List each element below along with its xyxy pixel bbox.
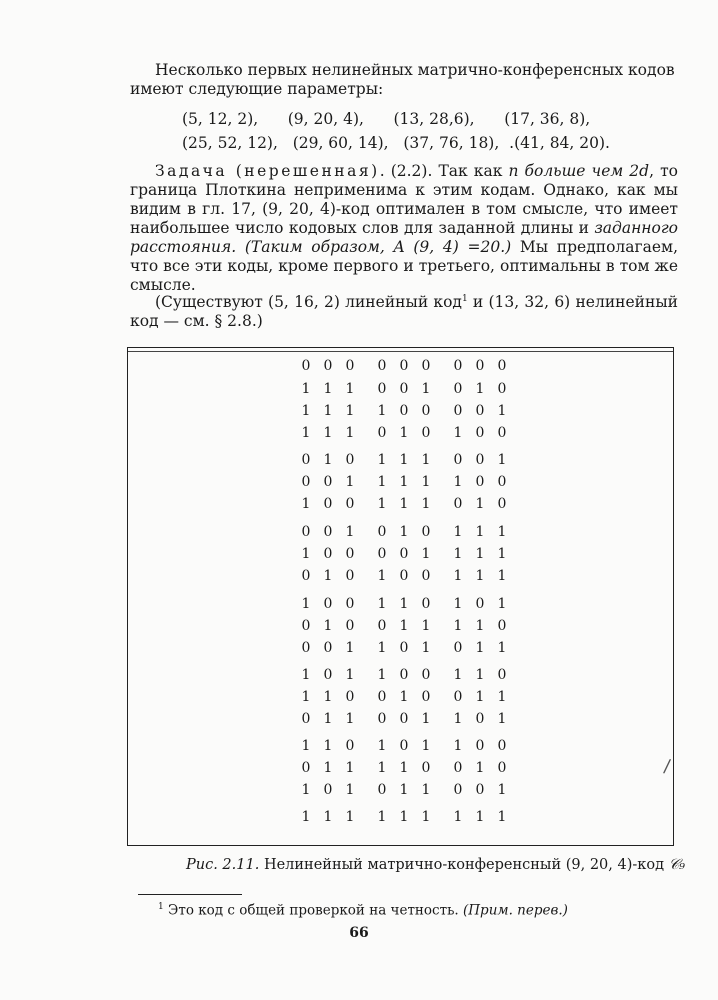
matrix-cell: 0 <box>497 474 507 490</box>
matrix-cell: 0 <box>377 782 387 798</box>
matrix-cell: 1 <box>475 524 485 540</box>
matrix-cell: 1 <box>345 809 355 825</box>
problem-A: A (9, 4) =20.) <box>393 238 512 256</box>
matrix-cell: 1 <box>345 667 355 683</box>
matrix-cell: 1 <box>377 738 387 754</box>
intro-line-2: имеют следующие параметры: <box>130 80 384 98</box>
problem-text-1: , то граница Плоткина неприменима к этим кодам. Однако, как мы видим в гл. 17, (9, 20, 4)-код оптимален в том смысле, что имеет наибольшее число кодовых слов для заданной длины и <box>130 162 678 237</box>
matrix-cell: 0 <box>497 358 507 374</box>
caption-symbol: 𝒞₉ <box>668 857 685 873</box>
matrix-cell: 0 <box>377 524 387 540</box>
matrix-cell: 1 <box>301 403 311 419</box>
matrix-cell: 0 <box>453 403 463 419</box>
footnote-number: 1 <box>158 902 164 912</box>
matrix-cell: 0 <box>323 546 333 562</box>
matrix-cell: 1 <box>421 618 431 634</box>
matrix-row <box>295 738 507 754</box>
matrix-row <box>295 568 507 584</box>
matrix-cell: 0 <box>323 782 333 798</box>
matrix-cell: 0 <box>421 667 431 683</box>
matrix-cell: 0 <box>301 452 311 468</box>
matrix-cell: 0 <box>497 667 507 683</box>
matrix-cell: 1 <box>399 452 409 468</box>
matrix-cell: 1 <box>399 782 409 798</box>
matrix-row <box>295 760 507 776</box>
matrix-cell: 0 <box>377 689 387 705</box>
matrix-cell: 1 <box>421 474 431 490</box>
matrix-cell: 0 <box>345 452 355 468</box>
matrix-cell: 0 <box>323 524 333 540</box>
matrix-cell: 0 <box>345 738 355 754</box>
figure-caption <box>186 857 685 873</box>
matrix-cell: 1 <box>497 809 507 825</box>
matrix-cell: 0 <box>475 425 485 441</box>
matrix-cell: 0 <box>453 496 463 512</box>
matrix-cell: 0 <box>421 760 431 776</box>
matrix-cell: 1 <box>475 689 485 705</box>
problem-paragraph <box>130 162 678 295</box>
matrix-cell: 1 <box>301 738 311 754</box>
matrix-cell: 0 <box>497 618 507 634</box>
matrix-cell: 0 <box>345 568 355 584</box>
problem-italic: заданного расстояния. (Таким образом, <box>130 219 678 256</box>
matrix-cell: 0 <box>453 640 463 656</box>
matrix-cell: 1 <box>345 425 355 441</box>
matrix-cell: 0 <box>475 596 485 612</box>
stray-mark: / <box>662 755 672 778</box>
matrix-cell: 0 <box>497 760 507 776</box>
matrix-cell: 0 <box>399 381 409 397</box>
matrix-cell: 1 <box>399 596 409 612</box>
param: (37, 76, 18), <box>403 134 500 152</box>
matrix-cell: 1 <box>453 738 463 754</box>
matrix-cell: 1 <box>345 403 355 419</box>
matrix-cell: 1 <box>453 711 463 727</box>
matrix-cell: 0 <box>301 474 311 490</box>
note-part-1: (Существуют (5, 16, 2) линейный код <box>155 293 462 312</box>
matrix-cell: 0 <box>377 425 387 441</box>
intro-line-1: Несколько первых нелинейных матрично-конференсных кодов <box>155 61 675 79</box>
matrix-cell: 1 <box>345 381 355 397</box>
matrix-cell: 1 <box>301 809 311 825</box>
matrix-cell: 0 <box>399 667 409 683</box>
matrix-cell: 1 <box>323 809 333 825</box>
caption-label: Рис. 2.11. <box>186 857 260 873</box>
matrix-cell: 1 <box>399 618 409 634</box>
matrix-cell: 1 <box>377 640 387 656</box>
matrix-cell: 1 <box>475 381 485 397</box>
matrix-cell: 1 <box>377 760 387 776</box>
matrix-cell: 0 <box>301 640 311 656</box>
matrix-cell: 1 <box>301 381 311 397</box>
matrix-row <box>295 496 507 512</box>
footnote-text: Это код с общей проверкой на четность. <box>163 902 464 919</box>
matrix-cell: 0 <box>345 358 355 374</box>
matrix-cell: 0 <box>421 425 431 441</box>
matrix-cell: 1 <box>323 689 333 705</box>
matrix-cell: 1 <box>323 711 333 727</box>
matrix-cell: 0 <box>345 496 355 512</box>
matrix-cell: 1 <box>345 782 355 798</box>
param: .(41, 84, 20). <box>509 134 610 152</box>
matrix-cell: 1 <box>399 809 409 825</box>
matrix-cell: 1 <box>497 452 507 468</box>
page-number: 66 <box>349 925 369 941</box>
matrix-cell: 0 <box>453 452 463 468</box>
matrix-cell: 1 <box>301 425 311 441</box>
matrix-cell: 1 <box>377 496 387 512</box>
caption-text: Нелинейный матрично-конференсный (9, 20, 4)-код <box>259 857 669 873</box>
matrix-cell: 1 <box>421 782 431 798</box>
matrix-cell: 1 <box>497 711 507 727</box>
matrix-cell: 0 <box>399 358 409 374</box>
matrix-cell: 0 <box>323 496 333 512</box>
matrix-cell: 1 <box>475 546 485 562</box>
footnote <box>158 902 568 919</box>
matrix-cell: 0 <box>421 524 431 540</box>
matrix-cell: 1 <box>323 568 333 584</box>
matrix-cell: 0 <box>475 452 485 468</box>
matrix-cell: 1 <box>453 568 463 584</box>
matrix-cell: 1 <box>377 809 387 825</box>
matrix-cell: 0 <box>453 358 463 374</box>
matrix-cell: 1 <box>399 425 409 441</box>
matrix-cell: 0 <box>377 358 387 374</box>
matrix-cell: 0 <box>399 640 409 656</box>
matrix-cell: 1 <box>323 452 333 468</box>
matrix-cell: 1 <box>497 403 507 419</box>
matrix-cell: 1 <box>475 760 485 776</box>
matrix-row <box>295 689 507 705</box>
matrix-cell: 0 <box>377 618 387 634</box>
problem-ref: . (2.2). Так как <box>379 162 509 180</box>
matrix-cell: 1 <box>301 546 311 562</box>
matrix-cell: 1 <box>453 618 463 634</box>
matrix-cell: 0 <box>497 425 507 441</box>
var-2d: 2d <box>629 162 650 180</box>
matrix-cell: 0 <box>453 760 463 776</box>
matrix-cell: 1 <box>497 546 507 562</box>
matrix-cell: 1 <box>453 667 463 683</box>
matrix-cell: 0 <box>301 358 311 374</box>
matrix-cell: 0 <box>345 546 355 562</box>
matrix-row <box>295 640 507 656</box>
problem-text-2: Мы предполагаем, что все эти коды, кроме первого и третьего, оптимальны в том же смысле. <box>130 238 679 294</box>
matrix-cell: 1 <box>399 524 409 540</box>
matrix-cell: 1 <box>399 760 409 776</box>
matrix-cell: 1 <box>301 596 311 612</box>
matrix-cell: 0 <box>421 689 431 705</box>
matrix-row <box>295 711 507 727</box>
matrix-cell: 1 <box>475 640 485 656</box>
matrix-cell: 1 <box>345 760 355 776</box>
matrix-cell: 1 <box>377 403 387 419</box>
matrix-cell: 1 <box>475 568 485 584</box>
matrix-row <box>295 809 507 825</box>
matrix-cell: 1 <box>323 381 333 397</box>
matrix-row <box>295 403 507 419</box>
matrix-cell: 1 <box>345 640 355 656</box>
matrix-cell: 0 <box>301 711 311 727</box>
matrix-cell: 1 <box>421 809 431 825</box>
matrix-row <box>295 782 507 798</box>
matrix-cell: 1 <box>377 452 387 468</box>
matrix-row <box>295 381 507 397</box>
note-paragraph <box>130 290 678 331</box>
matrix-cell: 1 <box>345 474 355 490</box>
matrix-cell: 0 <box>399 711 409 727</box>
matrix-cell: 0 <box>377 381 387 397</box>
matrix-cell: 0 <box>377 711 387 727</box>
matrix-cell: 1 <box>323 738 333 754</box>
matrix-cell: 1 <box>453 809 463 825</box>
matrix-cell: 1 <box>377 474 387 490</box>
matrix-cell: 0 <box>301 568 311 584</box>
matrix-row <box>295 474 507 490</box>
matrix-cell: 0 <box>475 711 485 727</box>
matrix-row <box>295 358 507 374</box>
matrix-cell: 0 <box>453 381 463 397</box>
matrix-cell: 0 <box>475 403 485 419</box>
problem-label: Задача (нерешенная) <box>155 162 380 180</box>
footnote-marker: 1 <box>461 294 468 304</box>
var-n: n <box>508 162 519 180</box>
matrix-cell: 1 <box>497 596 507 612</box>
matrix-cell: 1 <box>453 474 463 490</box>
matrix-cell: 0 <box>301 760 311 776</box>
matrix-cell: 1 <box>377 667 387 683</box>
matrix-cell: 1 <box>421 381 431 397</box>
matrix-cell: 0 <box>421 596 431 612</box>
matrix-cell: 1 <box>475 809 485 825</box>
intro-paragraph <box>130 61 678 99</box>
matrix-cell: 0 <box>377 546 387 562</box>
param: (9, 20, 4), <box>287 110 364 128</box>
matrix-cell: 1 <box>421 738 431 754</box>
matrix-cell: 0 <box>323 474 333 490</box>
matrix-cell: 1 <box>301 689 311 705</box>
matrix-cell: 1 <box>399 496 409 512</box>
matrix-cell: 0 <box>301 524 311 540</box>
matrix-cell: 1 <box>377 596 387 612</box>
matrix-cell: 1 <box>475 618 485 634</box>
matrix-cell: 1 <box>453 546 463 562</box>
matrix-row <box>295 452 507 468</box>
matrix-row <box>295 425 507 441</box>
matrix-cell: 0 <box>421 358 431 374</box>
matrix-cell: 1 <box>453 524 463 540</box>
matrix-cell: 1 <box>497 689 507 705</box>
matrix-row <box>295 546 507 562</box>
matrix-row <box>295 596 507 612</box>
matrix-cell: 1 <box>453 596 463 612</box>
param: (5, 12, 2), <box>182 110 259 128</box>
matrix-cell: 1 <box>421 711 431 727</box>
matrix-cell: 1 <box>497 568 507 584</box>
matrix-cell: 1 <box>421 496 431 512</box>
matrix-cell: 0 <box>345 596 355 612</box>
matrix-row <box>295 667 507 683</box>
param: (25, 52, 12), <box>182 134 278 152</box>
matrix-cell: 1 <box>301 667 311 683</box>
problem-more: больше чем <box>518 162 630 180</box>
matrix-cell: 0 <box>475 358 485 374</box>
matrix-cell: 0 <box>399 738 409 754</box>
matrix-cell: 0 <box>497 381 507 397</box>
matrix-cell: 1 <box>399 474 409 490</box>
footnote-italic: (Прим. перев.) <box>463 902 568 919</box>
matrix-cell: 0 <box>421 403 431 419</box>
matrix-cell: 1 <box>301 496 311 512</box>
param: (17, 36, 8), <box>504 110 591 128</box>
matrix-cell: 0 <box>323 596 333 612</box>
matrix-cell: 0 <box>421 568 431 584</box>
matrix-cell: 1 <box>421 640 431 656</box>
note-part-2: и (13, 32, 6) нелинейный код — см. § 2.8.) <box>130 293 678 331</box>
matrix-cell: 1 <box>475 667 485 683</box>
matrix-cell: 1 <box>453 425 463 441</box>
matrix-cell: 0 <box>497 738 507 754</box>
matrix-cell: 0 <box>345 618 355 634</box>
matrix-cell: 1 <box>497 640 507 656</box>
matrix-cell: 1 <box>345 524 355 540</box>
params-row-1 <box>182 110 590 128</box>
matrix-cell: 1 <box>497 782 507 798</box>
matrix-row <box>295 618 507 634</box>
footnote-rule <box>138 894 242 895</box>
matrix-row <box>295 524 507 540</box>
matrix-cell: 0 <box>453 689 463 705</box>
matrix-cell: 0 <box>399 403 409 419</box>
matrix-cell: 0 <box>453 782 463 798</box>
param: (29, 60, 14), <box>292 134 389 152</box>
param: (13, 28,6), <box>393 110 475 128</box>
matrix-cell: 1 <box>421 546 431 562</box>
matrix-cell: 1 <box>323 403 333 419</box>
matrix-cell: 1 <box>345 711 355 727</box>
matrix-cell: 0 <box>345 689 355 705</box>
matrix-cell: 0 <box>323 667 333 683</box>
matrix-cell: 0 <box>475 738 485 754</box>
matrix-cell: 1 <box>377 568 387 584</box>
matrix-cell: 0 <box>323 640 333 656</box>
matrix-cell: 0 <box>323 358 333 374</box>
matrix-cell: 0 <box>399 546 409 562</box>
matrix-cell: 1 <box>475 496 485 512</box>
matrix-cell: 0 <box>475 474 485 490</box>
matrix-cell: 1 <box>323 618 333 634</box>
matrix-cell: 0 <box>497 496 507 512</box>
matrix-cell: 0 <box>301 618 311 634</box>
matrix-cell: 1 <box>323 425 333 441</box>
matrix-cell: 0 <box>475 782 485 798</box>
matrix-cell: 1 <box>421 452 431 468</box>
params-row-2 <box>182 134 610 152</box>
matrix-cell: 1 <box>399 689 409 705</box>
matrix-cell: 1 <box>301 782 311 798</box>
matrix-cell: 0 <box>399 568 409 584</box>
matrix-cell: 1 <box>497 524 507 540</box>
matrix-cell: 1 <box>323 760 333 776</box>
